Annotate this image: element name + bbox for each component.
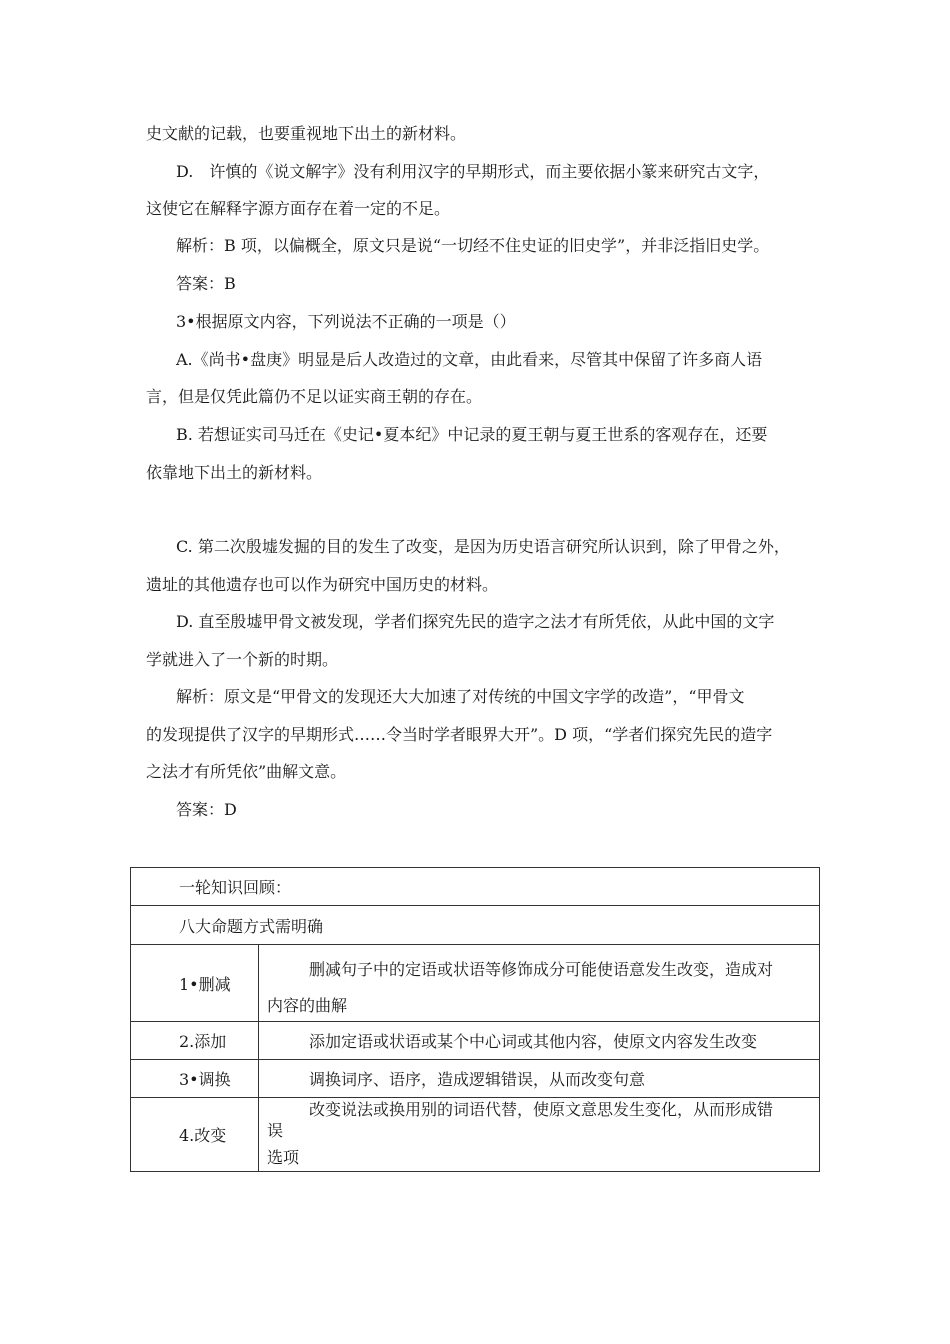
row-label: 2.添加: [179, 1032, 227, 1051]
table-row: [131, 1060, 819, 1098]
knowledge-review-table: [130, 867, 820, 1172]
row-description: 误: [267, 1121, 284, 1140]
row-label: 1•删减: [179, 975, 231, 994]
analysis-line: 解析：原文是“甲骨文的发现还大大加速了对传统的中国文字学的改造”，“甲骨文: [176, 687, 745, 706]
option-b-line: B. 若想证实司马迁在《史记•夏本纪》中记录的夏王朝与夏王世系的客观存在，还要: [176, 425, 768, 444]
analysis-line: 解析：B 项，以偏概全，原文只是说“一切经不住史证的旧史学”，并非泛指旧史学。: [176, 236, 770, 255]
table-header: 一轮知识回顾：: [179, 878, 292, 897]
option-c-line: 遗址的其他遗存也可以作为研究中国历史的材料。: [146, 575, 499, 594]
option-d-line: D. 许慎的《说文解字》没有利用汉字的早期形式，而主要依据小篆来研究古文字，: [176, 162, 770, 181]
table-subheader: 八大命题方式需明确: [179, 917, 324, 936]
row-label: 4.改变: [179, 1126, 227, 1145]
table-row: [131, 1098, 819, 1171]
option-a-line: A.《尚书•盘庚》明显是后人改造过的文章，由此看来，尽管其中保留了许多商人语: [176, 350, 763, 369]
row-description: 选项: [267, 1148, 300, 1167]
option-c-line: C. 第二次殷墟发掘的目的发生了改变，是因为历史语言研究所认识到，除了甲骨之外，: [176, 537, 790, 556]
option-d-line: 学就进入了一个新的时期。: [146, 650, 339, 669]
answer-line: 答案：D: [176, 800, 237, 819]
row-description: 删减句子中的定语或状语等修饰成分可能使语意发生改变，造成对: [309, 960, 774, 979]
option-a-line: 言，但是仅凭此篇仍不足以证实商王朝的存在。: [146, 387, 483, 406]
answer-line: 答案：B: [176, 274, 236, 293]
paragraph-line: 史文献的记载，也要重视地下出土的新材料。: [146, 124, 467, 143]
option-d-line: D. 直至殷墟甲骨文被发现，学者们探究先民的造字之法才有所凭依，从此中国的文字: [176, 612, 775, 631]
row-label: 3•调换: [179, 1070, 231, 1089]
analysis-line: 的发现提供了汉字的早期形式……令当时学者眼界大开”。D 项，“学者们探究先民的造字: [146, 725, 773, 744]
table-header-row: [131, 868, 819, 906]
analysis-line: 之法才有所凭依”曲解文意。: [146, 762, 347, 781]
row-description: 添加定语或状语或某个中心词或其他内容，使原文内容发生改变: [309, 1032, 758, 1051]
table-subheader-row: [131, 906, 819, 945]
option-d-line: 这使它在解释字源方面存在着一定的不足。: [146, 199, 451, 218]
row-description: 内容的曲解: [267, 996, 348, 1015]
table-row: [131, 1022, 819, 1060]
option-b-line: 依靠地下出土的新材料。: [146, 463, 323, 482]
question-3: 3•根据原文内容，下列说法不正确的一项是（）: [176, 312, 516, 331]
table-row: [131, 945, 819, 1022]
row-description: 调换词序、语序，造成逻辑错误，从而改变句意: [309, 1070, 646, 1089]
row-description: 改变说法或换用别的词语代替，使原文意思发生变化，从而形成错: [309, 1100, 774, 1119]
